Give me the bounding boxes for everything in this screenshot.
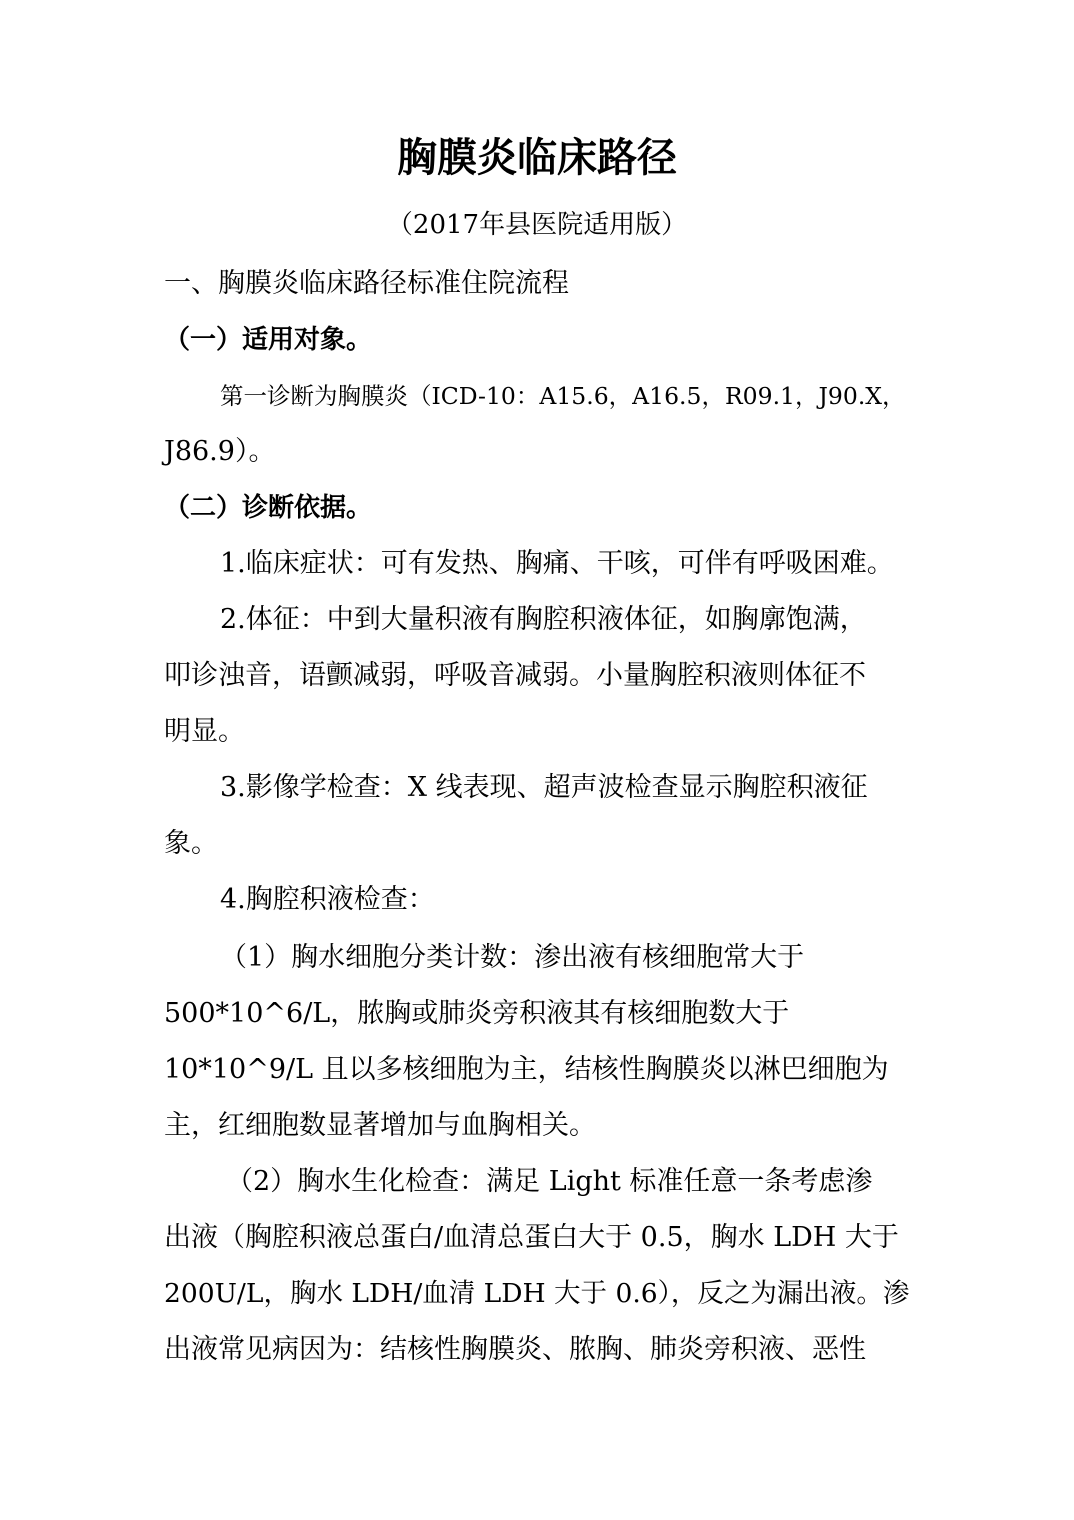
subsection-heading-applicable: （一）适用对象。 (164, 325, 373, 355)
list-item-symptoms: 1.临床症状：可有发热、胸痛、干咳，可伴有呼吸困难。 (220, 548, 894, 579)
list-item-signs-line: 明显。 (164, 716, 245, 747)
list-item-signs-line: 2.体征：中到大量积液有胸腔积液体征，如胸廓饱满， (220, 604, 867, 635)
paragraph-line: J86.9）。 (164, 436, 276, 467)
sub-item-biochem-line: 出液常见病因为：结核性胸膜炎、脓胸、肺炎旁积液、恶性 (164, 1334, 866, 1365)
sub-item-biochem-line: （2）胸水生化检查：满足 Light 标准任意一条考虑渗 (226, 1166, 873, 1197)
sub-item-cell-count-line: 主，红细胞数显著增加与血胸相关。 (164, 1110, 596, 1141)
sub-item-cell-count-line: 500*10^6/L，脓胸或肺炎旁积液其有核细胞数大于 (164, 998, 790, 1029)
section-heading: 一、胸膜炎临床路径标准住院流程 (164, 268, 569, 299)
page-title: 胸膜炎临床路径 (397, 135, 677, 181)
subsection-heading-diagnosis: （二）诊断依据。 (164, 493, 373, 523)
list-item-effusion-exam: 4.胸腔积液检查： (220, 884, 435, 915)
sub-item-biochem-line: 200U/L，胸水 LDH/血清 LDH 大于 0.6），反之为漏出液。渗 (164, 1278, 910, 1309)
list-item-signs-line: 叩诊浊音，语颤减弱，呼吸音减弱。小量胸腔积液则体征不 (164, 660, 866, 691)
list-item-imaging-line: 3.影像学检查：X 线表现、超声波检查显示胸腔积液征 (220, 772, 868, 803)
sub-item-biochem-line: 出液（胸腔积液总蛋白/血清总蛋白大于 0.5，胸水 LDH 大于 (164, 1222, 899, 1253)
sub-item-cell-count-line: （1）胸水细胞分类计数：渗出液有核细胞常大于 (220, 942, 805, 973)
paragraph-line: 第一诊断为胸膜炎（ICD-10：A15.6，A16.5，R09.1，J90.X， (220, 382, 906, 410)
sub-item-cell-count-line: 10*10^9/L 且以多核细胞为主，结核性胸膜炎以淋巴细胞为 (164, 1054, 889, 1085)
page-subtitle: （2017年县医院适用版） (386, 210, 688, 240)
list-item-imaging-line: 象。 (164, 828, 218, 859)
